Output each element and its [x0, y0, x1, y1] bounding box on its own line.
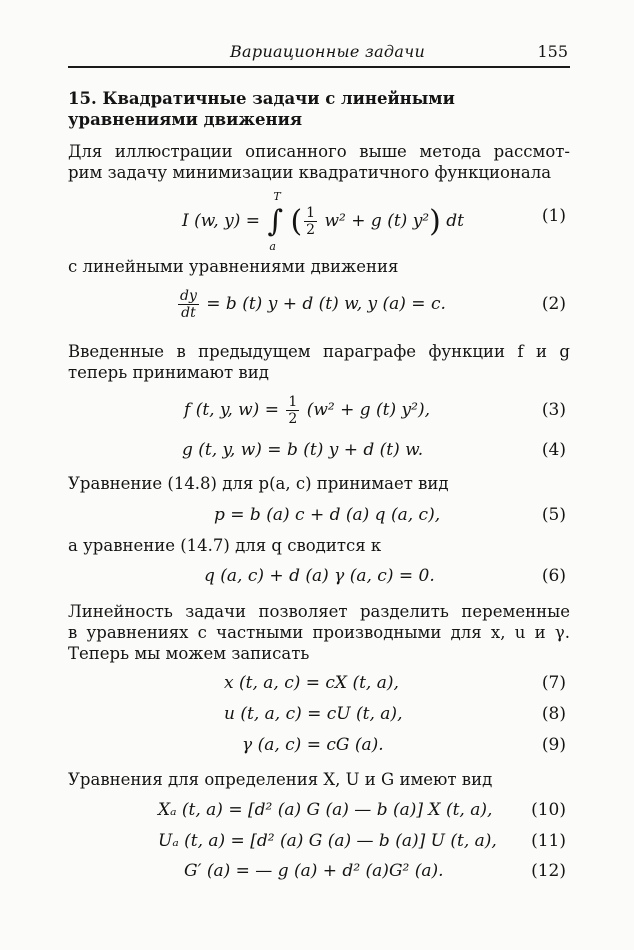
- eq10-formula: Xₐ (t, a) = [d² (a) G (a) — b (a)] X (t, a),: [158, 800, 493, 820]
- eq1-upper-limit: T: [273, 190, 281, 203]
- paragraph-3-line-1: Введенные в предыдущем параграфе функции f и g: [68, 342, 570, 361]
- equation-number-12: (12): [531, 861, 566, 881]
- equation-number-3: (3): [541, 400, 566, 420]
- eq3-fraction: [286, 394, 299, 427]
- equation-6: [68, 566, 570, 598]
- equation-1: I (w, y) = ∫ T a ( $\frac{1}{2}$ w² + g (t) y²) dt (1): [182, 190, 566, 253]
- running-title: Вариационные задачи: [230, 42, 426, 61]
- eq1-denominator: 2: [306, 222, 316, 238]
- equation-number-7: (7): [541, 673, 566, 693]
- equation-number-10: (10): [531, 800, 566, 820]
- paragraph-3-line-2: теперь принимают вид: [68, 363, 269, 382]
- equation-8: [68, 704, 570, 736]
- paragraph-6-line-1: Линейность задачи позволяет разделить переменные: [68, 602, 570, 621]
- eq3-lhs: f (t, y, w) =: [184, 400, 279, 420]
- page-number: 155: [537, 42, 568, 61]
- eq2-fraction: [178, 288, 199, 321]
- equation-11: [68, 831, 570, 863]
- eq1-rest: w² + g (t) y²: [324, 211, 430, 231]
- equation-number-1: (1): [541, 206, 566, 226]
- equation-number-9: (9): [541, 735, 566, 755]
- paragraph-4: Уравнение (14.8) для p(a, c) принимает вид: [68, 474, 449, 493]
- equation-12: [68, 861, 570, 893]
- eq1-lower-limit: a: [269, 240, 276, 253]
- eq3-rhs: (w² + g (t) y²),: [306, 400, 430, 420]
- eq3-denominator: 2: [288, 411, 298, 427]
- paragraph-1-line-1: Для иллюстрации описанного выше метода рассмот-: [68, 142, 570, 161]
- equation-number-6: (6): [541, 566, 566, 586]
- eq2-numerator: dy: [180, 288, 197, 304]
- paragraph-1-line-2: рим задачу минимизации квадратичного функционала: [68, 163, 552, 182]
- eq4-formula: g (t, y, w) = b (t) y + d (t) w.: [182, 440, 424, 460]
- equation-10: [68, 800, 570, 832]
- equation-2: [68, 288, 570, 320]
- equation-number-5: (5): [541, 505, 566, 525]
- eq3-numerator: 1: [288, 394, 298, 410]
- eq1-lhs: I (w, y) =: [182, 211, 260, 231]
- equation-number-2: (2): [541, 294, 566, 314]
- equation-number-4: (4): [541, 440, 566, 460]
- equation-9: [68, 735, 570, 767]
- equation-3: [68, 394, 570, 426]
- paragraph-5: а уравнение (14.7) для q сводится к: [68, 536, 382, 555]
- eq1-tail: dt: [446, 211, 464, 231]
- eq5-formula: p = b (a) c + d (a) q (a, c),: [214, 505, 441, 525]
- eq9-formula: γ (a, c) = cG (a).: [242, 735, 384, 755]
- header-rule: [68, 66, 570, 68]
- eq12-formula: G′ (a) = — g (a) + d² (a)G² (a).: [184, 861, 444, 881]
- paragraph-6-line-3: Теперь мы можем записать: [68, 644, 310, 663]
- integral-sign: ∫ T a: [267, 190, 284, 253]
- equation-4: [68, 440, 570, 472]
- eq1-numerator: 1: [306, 205, 316, 221]
- running-header: [68, 38, 568, 64]
- eq2-rhs: = b (t) y + d (t) w, y (a) = c.: [206, 294, 446, 314]
- eq6-formula: q (a, c) + d (a) γ (a, c) = 0.: [204, 566, 435, 586]
- equation-7: [68, 673, 570, 705]
- paragraph-7: Уравнения для определения X, U и G имеют вид: [68, 770, 493, 789]
- eq7-formula: x (t, a, c) = cX (t, a),: [224, 673, 399, 693]
- equation-number-11: (11): [531, 831, 566, 851]
- equation-number-8: (8): [541, 704, 566, 724]
- eq1-fraction: [304, 205, 317, 238]
- equation-5: [68, 505, 570, 537]
- section-heading: 15. Квадратичные задачи с линейными уравнениями движения: [68, 89, 455, 129]
- eq11-formula: Uₐ (t, a) = [d² (a) G (a) — b (a)] U (t, a),: [158, 831, 497, 851]
- paragraph-2: с линейными уравнениями движения: [68, 257, 399, 276]
- paragraph-6-line-2: в уравнениях с частными производными для x, u и γ.: [68, 623, 570, 642]
- eq2-denominator: dt: [181, 305, 196, 321]
- eq8-formula: u (t, a, c) = cU (t, a),: [224, 704, 403, 724]
